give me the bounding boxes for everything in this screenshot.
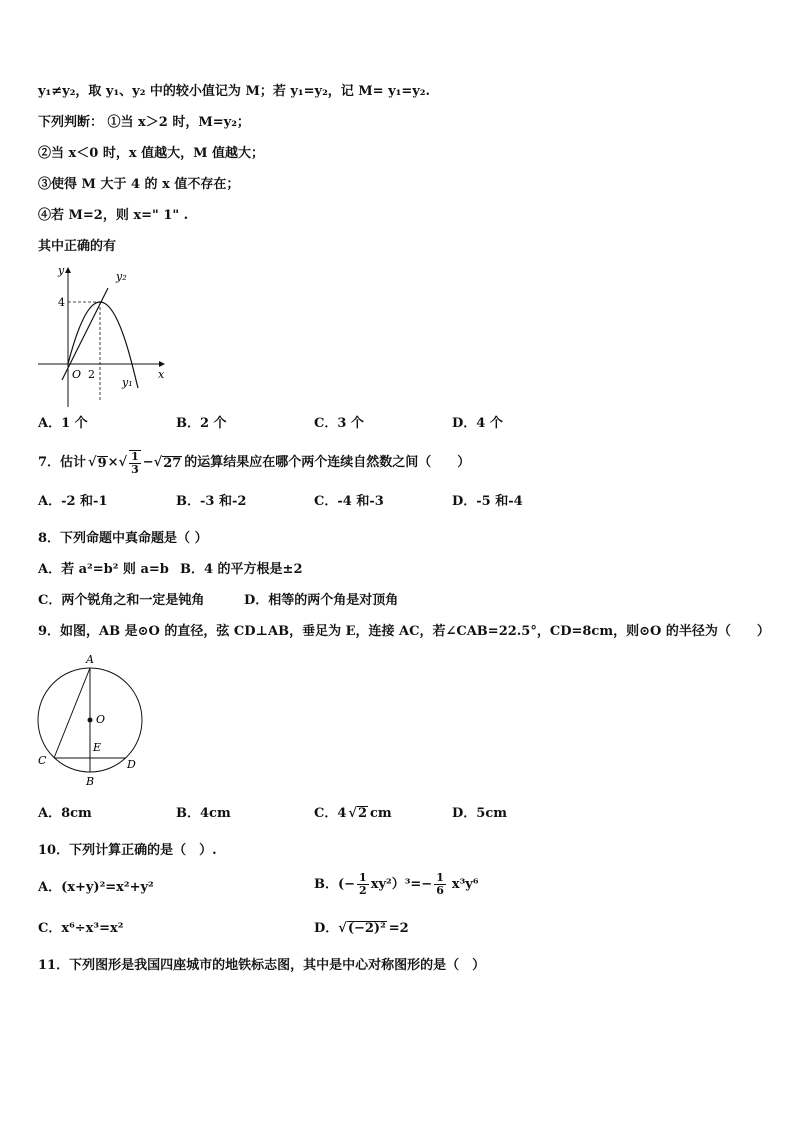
- tick-x-2: 2: [88, 368, 95, 381]
- q6-option-b: B．2 个: [176, 416, 227, 431]
- q9-circle-figure: [34, 650, 146, 790]
- q9-option-d: D．5cm: [452, 806, 507, 821]
- q8-option-a: A．若 a²=b² 则 a=b: [38, 562, 169, 577]
- q6-option-d: D．4 个: [452, 416, 503, 431]
- origin-label: O: [72, 368, 82, 381]
- q7-stem: 7．估计 √ 9 × √ $\frac{1}{3}$ − √ 27 的运算结果应在哪个两个连续自然数之间（ ）: [38, 450, 471, 476]
- q7-prefix: 7．估计: [38, 455, 87, 470]
- q6-option-c: C．3 个: [314, 416, 364, 431]
- q9-option-c: C．4 √2 cm: [314, 806, 392, 821]
- y-axis-label: y: [58, 264, 65, 277]
- q6-line-4: ③使得 M 大于 4 的 x 值不存在；: [38, 177, 240, 192]
- q7-sqrt9: 9: [97, 455, 107, 471]
- q6-line-5: ④若 M=2，则 x=" 1" .: [38, 208, 189, 223]
- q6-graph: [36, 262, 172, 412]
- q7-option-c: C．-4 和-3: [314, 494, 384, 509]
- q10-option-b: B．(− $\frac{1}{2}$ xy²）³=− $\frac{1}{6}$ x³y⁶: [314, 871, 479, 897]
- q8-stem: 8．下列命题中真命题是（ ）: [38, 531, 208, 546]
- label-y2: y₂: [116, 270, 127, 283]
- q7-option-b: B．-3 和-2: [176, 494, 247, 509]
- q9-stem: 9．如图，AB 是⊙O 的直径，弦 CD⊥AB，垂足为 E，连接 AC，若∠CAB=22.5°，CD=8cm，则⊙O 的半径为（ ）: [38, 624, 770, 639]
- q7-minus: −: [142, 455, 154, 470]
- q9-option-a: A．8cm: [38, 806, 92, 821]
- label-a: A: [86, 653, 94, 666]
- label-y1: y₁: [122, 376, 133, 389]
- q9-option-b: B．4cm: [176, 806, 231, 821]
- q6-option-a: A．1 个: [38, 416, 88, 431]
- q7-suffix: 的运算结果应在哪个两个连续自然数之间（ ）: [184, 455, 471, 470]
- q11-stem: 11．下列图形是我国四座城市的地铁标志图，其中是中心对称图形的是（ ）: [38, 958, 486, 973]
- tick-y-4: 4: [58, 296, 65, 309]
- q7-option-a: A．-2 和-1: [38, 494, 108, 509]
- q8-option-b: B．4 的平方根是±2: [180, 562, 303, 577]
- q7-sqrt27: 27: [163, 455, 182, 471]
- q8-option-d: D．相等的两个角是对顶角: [244, 593, 399, 608]
- label-d: D: [127, 758, 136, 771]
- q7-option-d: D．-5 和-4: [452, 494, 523, 509]
- label-b: B: [86, 775, 95, 788]
- q7-times: ×: [107, 455, 119, 470]
- q10-stem: 10．下列计算正确的是（ ）.: [38, 843, 217, 858]
- q6-line-3: ②当 x＜0 时，x 值越大，M 值越大；: [38, 146, 265, 161]
- q10-option-a: A．(x+y)²=x²+y²: [38, 880, 154, 895]
- label-e: E: [93, 741, 102, 754]
- q7-frac: $\frac{1}{3}$: [131, 450, 139, 476]
- segment-ac: [54, 668, 90, 758]
- q6-line-2: 下列判断： ①当 x＞2 时，M=y₂；: [38, 115, 250, 130]
- label-c: C: [38, 754, 47, 767]
- q6-line-1: y₁≠y₂，取 y₁、y₂ 中的较小值记为 M；若 y₁=y₂，记 M= y₁=y₂.: [38, 84, 431, 99]
- q8-option-c: C．两个锐角之和一定是钝角: [38, 593, 205, 608]
- center-point: [88, 718, 93, 723]
- label-o: O: [96, 713, 106, 726]
- x-axis-label: x: [158, 368, 165, 381]
- q10-option-c: C．x⁶÷x³=x²: [38, 921, 124, 936]
- q10-option-d: D．√(−2)² =2: [314, 921, 409, 936]
- q6-line-6: 其中正确的有: [38, 239, 117, 254]
